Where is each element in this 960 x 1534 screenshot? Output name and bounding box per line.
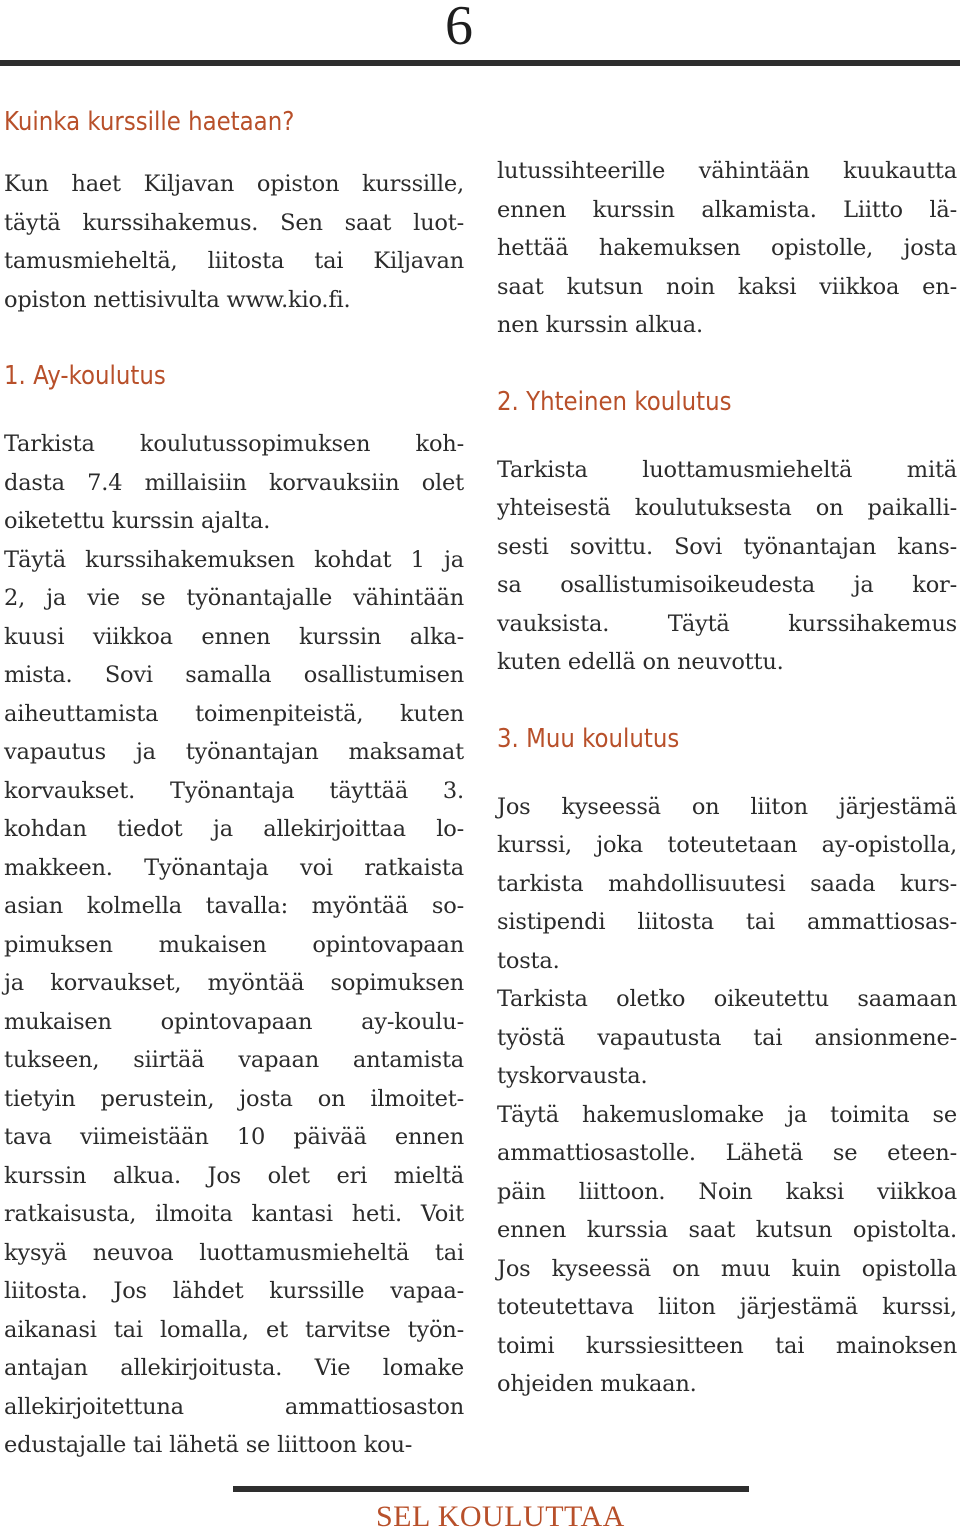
right-column	[497, 152, 957, 1404]
text-line: Täytä hakemuslomake ja toimita se	[497, 1101, 957, 1128]
top-divider	[0, 60, 960, 66]
text-line: lutussihteerille vähintään kuukautta	[497, 158, 957, 184]
text-line: kuusi viikkoa ennen kurssin alka-	[4, 623, 464, 650]
text-line: korvaukset. Työnantaja täyttää 3.	[4, 777, 464, 804]
text-line: ratkaisusta, ilmoita kantasi heti. Voit	[4, 1201, 464, 1227]
text-line: dasta 7.4 millaisiin korvauksiin olet	[4, 469, 464, 496]
text-line: antajan allekirjoitusta. Vie lomake	[4, 1355, 464, 1381]
text-line: työstä vapautusta tai ansionmene-	[497, 1024, 957, 1051]
section-1-text	[4, 425, 464, 1465]
text-line: hettää hakemuksen opistolle, josta	[497, 235, 957, 261]
text-line: oiketettu kurssin ajalta.	[4, 508, 271, 534]
text-line: kysyä neuvoa luottamusmieheltä tai	[4, 1239, 464, 1266]
text-line: nen kurssin alkua.	[497, 312, 703, 338]
continuation-text	[497, 152, 957, 345]
text-line: sesti sovittu. Sovi työnantajan kans-	[497, 533, 957, 560]
text-line: opiston nettisivulta www.kio.fi.	[4, 286, 351, 313]
left-column	[4, 97, 464, 1465]
section-2-heading: 2. Yhteinen koulutus	[497, 386, 732, 417]
text-line: ammattiosastolle. Lähetä se eteen-	[497, 1140, 957, 1166]
text-line: mukaisen opintovapaan ay-koulu-	[4, 1008, 464, 1035]
intro-paragraph	[4, 165, 464, 319]
page-number: 6	[445, 0, 473, 57]
text-line: pimuksen mukaisen opintovapaan	[4, 931, 464, 958]
text-line: kuten edellä on neuvottu.	[497, 649, 784, 675]
text-line: kurssi, joka toteutetaan ay-opistolla,	[497, 832, 957, 858]
footer-divider	[233, 1486, 749, 1492]
section-1-heading: 1. Ay-koulutus	[4, 361, 166, 391]
text-line: Tarkista koulutussopimuksen koh-	[4, 431, 464, 457]
text-line: 2, ja vie se työnantajalle vähintään	[4, 585, 464, 611]
text-line: kohdan tiedot ja allekirjoittaa lo-	[4, 816, 464, 842]
text-line: aikanasi tai lomalla, et tarvitse työn-	[4, 1316, 464, 1343]
text-line: päin liittoon. Noin kaksi viikkoa	[497, 1178, 957, 1205]
text-line: allekirjoitettuna ammattiosaston	[4, 1393, 464, 1420]
text-line: Jos kyseessä on muu kuin opistolla	[497, 1255, 957, 1282]
text-line: tietyin perustein, josta on ilmoitet-	[4, 1085, 464, 1112]
text-line: liitosta. Jos lähdet kurssille vapaa-	[4, 1278, 464, 1304]
text-line: tosta.	[497, 947, 560, 974]
footer-brand: SEL KOULUTTAA	[376, 1500, 625, 1533]
text-line: saat kutsun noin kaksi viikkoa en-	[497, 273, 957, 300]
text-line: tava viimeistään 10 päivää ennen	[4, 1124, 464, 1150]
text-line: ennen kurssia saat kutsun opistolta.	[497, 1217, 957, 1243]
section-3-heading: 3. Muu koulutus	[497, 723, 680, 754]
page-heading: Kuinka kurssille haetaan?	[4, 107, 295, 137]
text-line: ohjeiden mukaan.	[497, 1371, 697, 1397]
text-line: edustajalle tai lähetä se liittoon kou-	[4, 1432, 413, 1458]
text-line: ja korvaukset, myöntää sopimuksen	[4, 970, 464, 996]
text-line: tukseen, siirtää vapaan antamista	[4, 1047, 464, 1073]
text-line: Täytä kurssihakemuksen kohdat 1 ja	[4, 546, 464, 573]
text-line: Jos kyseessä on liiton järjestämä	[497, 793, 957, 820]
section-2-text	[497, 451, 957, 682]
text-line: Kun haet Kiljavan opiston kurssille,	[4, 171, 464, 197]
text-line: asian kolmella tavalla: myöntää so-	[4, 893, 464, 919]
text-line: täytä kurssihakemus. Sen saat luot-	[4, 209, 464, 236]
text-line: Tarkista oletko oikeutettu saamaan	[497, 986, 957, 1012]
text-line: vauksista. Täytä kurssihakemus	[497, 610, 957, 637]
text-line: aiheuttamista toimenpiteistä, kuten	[4, 700, 464, 727]
section-3-text	[497, 788, 957, 1404]
text-line: mista. Sovi samalla osallistumisen	[4, 662, 464, 688]
text-line: tamusmieheltä, liitosta tai Kiljavan	[4, 248, 464, 274]
text-line: vapautus ja työnantajan maksamat	[4, 739, 464, 765]
text-line: toteutettava liiton järjestämä kurssi,	[497, 1294, 957, 1320]
text-line: tyskorvausta.	[497, 1063, 648, 1089]
text-line: Tarkista luottamusmieheltä mitä	[497, 456, 957, 483]
text-line: sa osallistumisoikeudesta ja kor-	[497, 572, 957, 598]
text-line: ennen kurssin alkamista. Liitto lä-	[497, 196, 957, 223]
text-line: makkeen. Työnantaja voi ratkaista	[4, 854, 464, 881]
text-line: kurssin alkua. Jos olet eri mieltä	[4, 1162, 464, 1189]
text-line: yhteisestä koulutuksesta on paikalli-	[497, 495, 957, 521]
text-line: toimi kurssiesitteen tai mainoksen	[497, 1332, 957, 1359]
text-line: sistipendi liitosta tai ammattiosas-	[497, 909, 957, 935]
text-line: tarkista mahdollisuutesi saada kurs-	[497, 870, 957, 897]
